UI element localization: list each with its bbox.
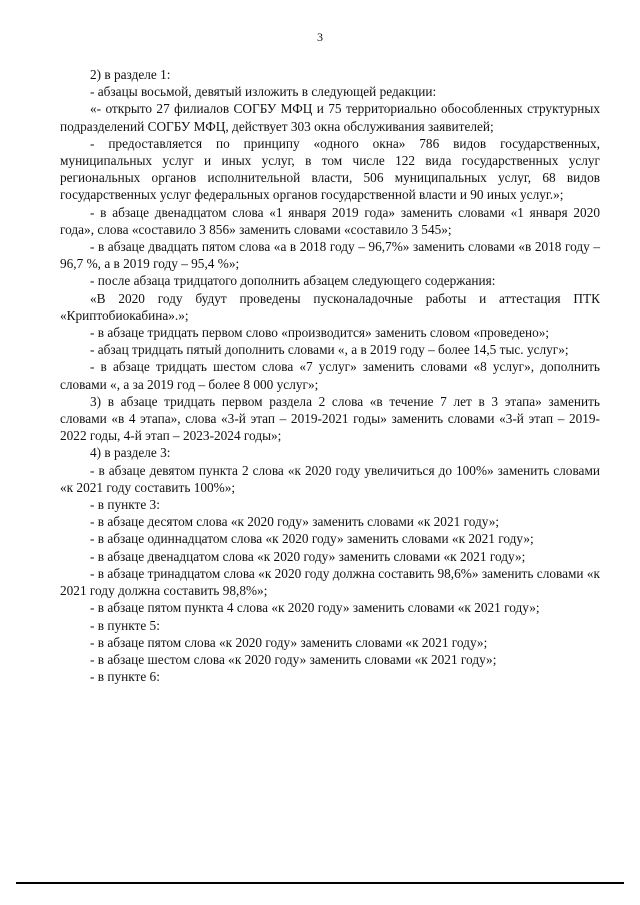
paragraph: - в пункте 5:: [90, 617, 160, 633]
paragraph: - в пункте 6:: [90, 669, 160, 685]
paragraph: - в абзаце девятом пункта 2 слова «к 2020 году увеличиться до 100%» заменить словами «к 2021 году составить 100%»;: [60, 462, 600, 495]
paragraph: 4) в разделе 3:: [90, 445, 171, 461]
paragraph: «- открыто 27 филиалов СОГБУ МФЦ и 75 территориально обособленных структурных подразделений СОГБУ МФЦ, действует 303 окна обслуживания заявителей;: [60, 101, 600, 134]
paragraph: - в абзаце двадцать пятом слова «а в 2018 году – 96,7%» заменить словами «в 2018 году – 96,7 %, а в 2019 году – 95,4 %»;: [60, 239, 600, 272]
paragraph: - в абзаце двенадцатом слова «1 января 2019 года» заменить словами «1 января 2020 года», слова «составило 3 856» заменить словами «составило 3 545»;: [60, 204, 600, 237]
page-number: 3: [317, 30, 323, 44]
paragraph: - в абзаце одиннадцатом слова «к 2020 году» заменить словами «к 2021 году»;: [90, 531, 534, 547]
paragraph: - абзацы восьмой, девятый изложить в следующей редакции:: [90, 84, 437, 100]
paragraph: 3) в абзаце тридцать первом раздела 2 слова «в течение 7 лет в 3 этапа» заменить словами «в 4 этапа», слова «3-й этап – 2019-2021 годы» заменить словами «3-й этап – 2019-2022 годы, 4-й этап – 2023-2024 годы»;: [60, 393, 600, 444]
bottom-rule: [16, 882, 624, 884]
paragraph: - в абзаце тринадцатом слова «к 2020 году должна составить 98,6%» заменить словами «к 2021 году должна составить 98,8%»;: [60, 565, 600, 599]
paragraph: - в пункте 3:: [90, 497, 160, 513]
paragraph: - в абзаце двенадцатом слова «к 2020 году» заменить словами «к 2021 году»;: [90, 548, 526, 564]
paragraph: - в абзаце пятом пункта 4 слова «к 2020 году» заменить словами «к 2021 году»;: [90, 600, 540, 616]
paragraph: - абзац тридцать пятый дополнить словами «, а в 2019 году – более 14,5 тыс. услуг»;: [90, 342, 569, 358]
paragraph: - предоставляется по принципу «одного окна» 786 видов государственных, муниципальных услуг и иных услуг, в том числе 122 вида государственных услуг региональных органов исполнительной власти, 506 муниципальных услуг, 68 видов государственных услуг федеральных органов государственной власти и 90 иных услуг.»;: [60, 135, 600, 203]
paragraph: - в абзаце тридцать первом слово «производится» заменить словом «проведено»;: [90, 325, 550, 341]
document-body: [60, 66, 600, 685]
paragraph: - после абзаца тридцатого дополнить абзацем следующего содержания:: [90, 273, 496, 289]
paragraph: 2) в разделе 1:: [90, 67, 171, 82]
paragraph: - в абзаце десятом слова «к 2020 году» заменить словами «к 2021 году»;: [90, 514, 500, 530]
paragraph: - в абзаце пятом слова «к 2020 году» заменить словами «к 2021 году»;: [90, 634, 488, 650]
paragraph: «В 2020 году будут проведены пусконаладочные работы и аттестация ПТК «Криптобиокабина».»;: [60, 290, 600, 323]
paragraph: - в абзаце тридцать шестом слова «7 услуг» заменить словами «8 услуг», дополнить словами «, а за 2019 год – более 8 000 услуг»;: [60, 359, 600, 392]
paragraph: - в абзаце шестом слова «к 2020 году» заменить словами «к 2021 году»;: [90, 651, 497, 667]
